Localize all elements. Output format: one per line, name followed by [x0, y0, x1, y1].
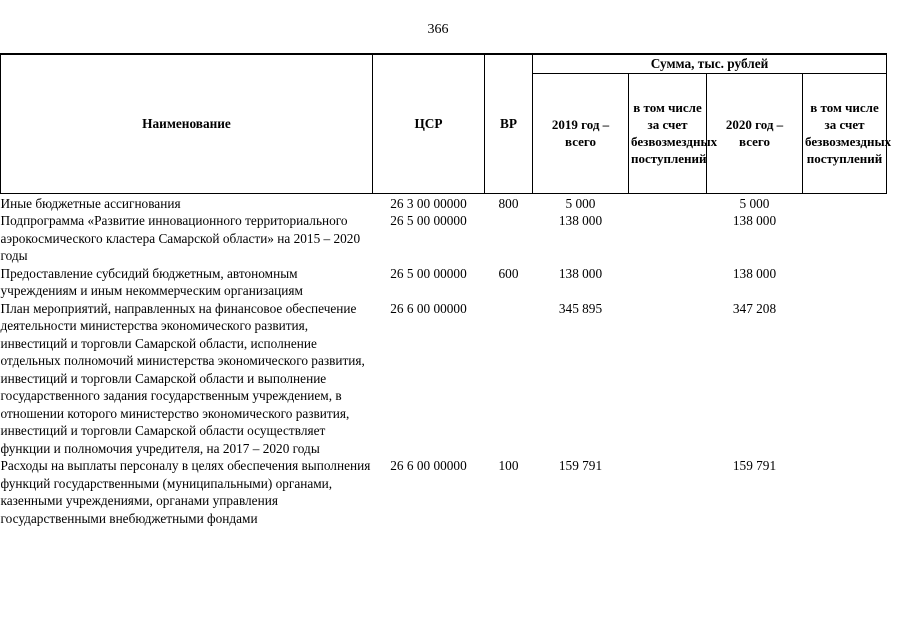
header-csr: ЦСР: [373, 54, 485, 193]
row-2019-free: [629, 212, 707, 265]
row-2019-free: [629, 265, 707, 300]
row-2019-total: 138 000: [558, 265, 603, 281]
row-2020-free: [803, 212, 887, 265]
budget-table: [0, 53, 892, 527]
row-2020-total: 138 000: [732, 213, 777, 228]
header-2020-total: 2020 год – всего: [707, 73, 803, 193]
row-name: Предоставление субсидий бюджетным, автономным учреждениям и иным некоммерческим организациям: [0, 265, 303, 298]
table-row: [1, 212, 887, 265]
page-number: 366: [427, 22, 449, 37]
row-2020-total: 5 000: [739, 195, 770, 211]
header-2019-free: в том числе за счет безвозмездных поступлений: [629, 73, 707, 193]
row-name: Подпрограмма «Развитие инновационного территориального аэрокосмического кластера Самарской области» на 2015 – 2020 годы: [0, 213, 361, 263]
row-2020-total: 159 791: [732, 458, 777, 473]
row-vr: [485, 300, 533, 458]
row-csr: 26 3 00 00000: [390, 195, 467, 211]
row-2020-free: [803, 457, 887, 527]
table-row: [1, 300, 887, 458]
row-2019-free: [629, 457, 707, 527]
row-name: Иные бюджетные ассигнования: [0, 195, 181, 211]
row-vr: 100: [498, 458, 519, 473]
header-2020-free: в том числе за счет безвозмездных поступлений: [803, 73, 887, 193]
row-2019-free: [629, 300, 707, 458]
row-name: План мероприятий, направленных на финансовое обеспечение деятельности министерства экономического развития, инвестиций и торговли Самарской области, исполнение отдельных полномочий министерства экономического развития, инвестиций и торговли Самарской области и выполнение государственного задания государственным учреждением, в отношении которого министерство экономического развития, инвестиций и торговли Самарской области осуществляет функции и полномочия учредителя, на 2017 – 2020 годы: [0, 300, 365, 456]
row-2019-total: 345 895: [558, 300, 603, 316]
table-row: [1, 193, 887, 212]
row-2019-total: 159 791: [558, 458, 603, 473]
row-2020-free: [803, 265, 887, 300]
row-csr: 26 6 00 00000: [390, 300, 467, 316]
header-2019-total: 2019 год – всего: [533, 73, 629, 193]
row-2020-total: 138 000: [732, 265, 777, 281]
row-name: Расходы на выплаты персоналу в целях обеспечения выполнения функций государственными (муниципальными) органами, казенными учреждениями, органами управления государственными внебюджетными фондами: [0, 458, 371, 526]
header-vr: ВР: [485, 54, 533, 193]
table-row: [1, 265, 887, 300]
row-csr: 26 5 00 00000: [390, 265, 467, 281]
row-2019-free: [629, 193, 707, 212]
row-csr: 26 6 00 00000: [390, 458, 467, 473]
row-2020-free: [803, 193, 887, 212]
row-csr: 26 5 00 00000: [390, 213, 467, 228]
header-name: Наименование: [1, 54, 373, 193]
row-2020-total: 347 208: [732, 300, 777, 316]
row-2019-total: 5 000: [565, 195, 596, 211]
row-vr: 600: [498, 265, 519, 281]
row-2020-free: [803, 300, 887, 458]
row-2019-total: 138 000: [558, 213, 603, 228]
table-row: [1, 457, 887, 527]
header-sum: Сумма, тыс. рублей: [533, 54, 887, 73]
row-vr: 800: [498, 195, 519, 211]
row-vr: [485, 212, 533, 265]
